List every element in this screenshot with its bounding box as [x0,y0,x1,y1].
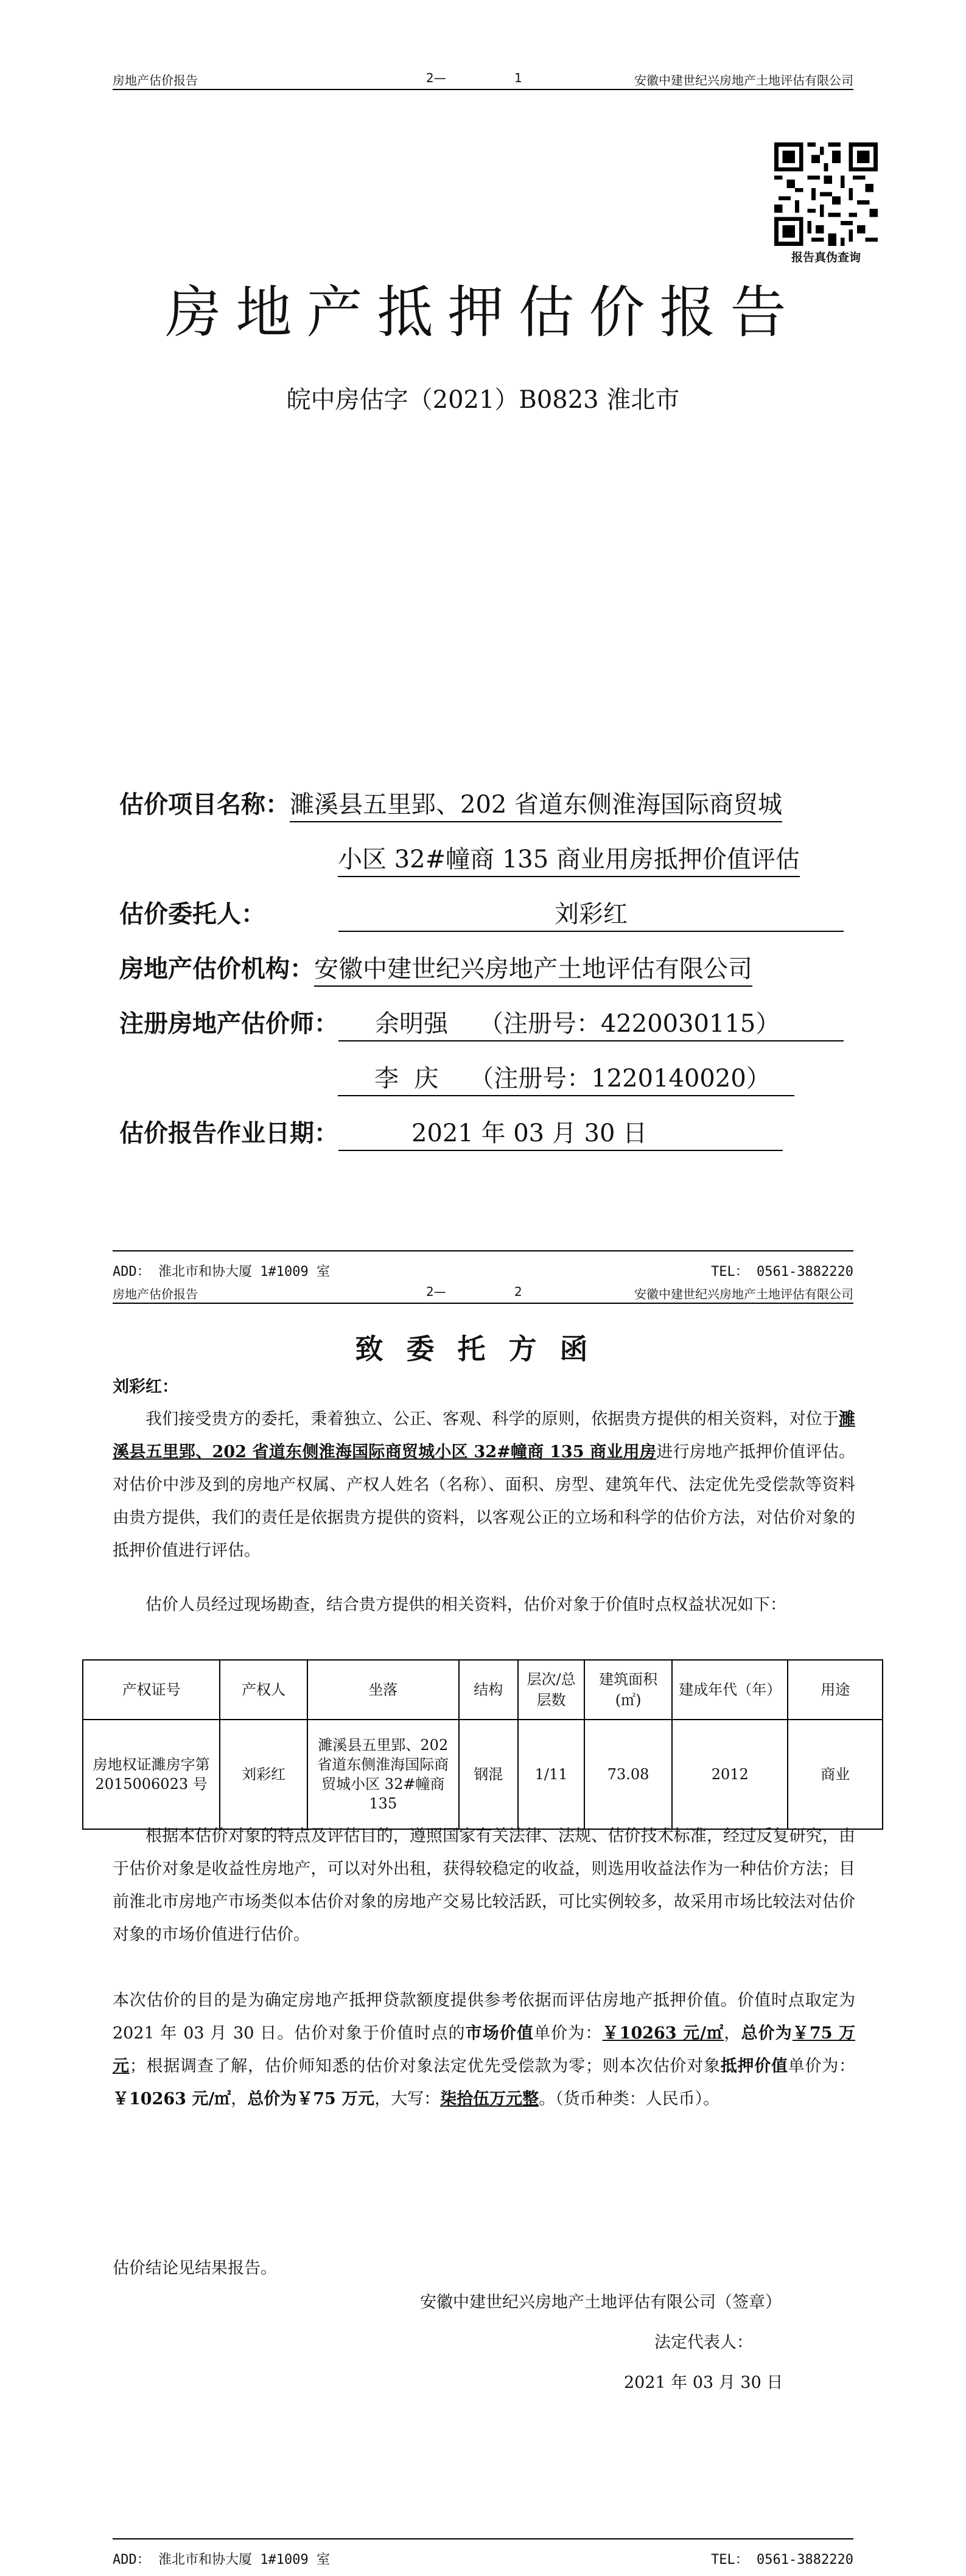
property-table [82,1659,883,1830]
td-year: 2012 [672,1720,788,1829]
th-area: 建筑面积(㎡) [584,1660,672,1720]
p4-j: 单价为： [788,2057,856,2076]
header-left: 房地产估价报告 [113,73,198,88]
page-header [113,68,853,90]
th-owner: 产权人 [220,1660,307,1720]
header-right: 安徽中建世纪兴房地产土地评估有限公司 [634,73,853,88]
footer-tel: TEL： 0561-3882220 [711,1264,853,1279]
letter-title: 致委托方函 [355,1332,611,1365]
sign-date: 2021 年 03 月 30 日 [624,2373,783,2392]
date-value: 2021 年 03 月 30 日 [338,1114,783,1151]
p4-mortgage-total: ￥75 万元 [296,2090,375,2109]
p4-q: 。（货币种类：人民币）。 [539,2090,720,2109]
header-page-number: 1 [514,71,522,85]
qr-caption: 报告真伪查询 [791,251,861,264]
td-floor: 1/11 [518,1720,584,1829]
th-year: 建成年代（年） [672,1660,788,1720]
p4-capital-amount: 柒拾伍万元整 [440,2090,539,2109]
report-number: 皖中房估字（2021）B0823 淮北市 [286,386,680,414]
p4-a: 本次估价的目的是为确定房地产抵押贷款额度提供参考依据而评估房地产抵押价值。价值时点取定为 2021 年 03 月 30 日。估价对象于价值时点的 [113,1991,855,2043]
p1-property: 濉溪县五里郢、202 省道东侧淮海国际商贸城小区 32#幢商 135 商业用房 [113,1410,855,1461]
letter-paragraph-4 [113,1984,855,2116]
header-left: 房地产估价报告 [113,1287,198,1301]
p4-e: ， [724,2024,741,2043]
appraiser-label: 注册房地产估价师： [119,1009,338,1038]
td-cert: 房地权证濉房字第 2015006023 号 [83,1720,220,1829]
appraiser-row [119,1004,844,1041]
th-floor: 层次/总层数 [518,1660,584,1720]
header-right: 安徽中建世纪兴房地产土地评估有限公司 [634,1287,853,1301]
p4-unit-price: ￥10263 元/㎡ [602,2024,724,2043]
project-row [119,785,782,822]
p4-c: 单价为： [534,2024,603,2043]
letter-paragraph-5: 估价结论见结果报告。 [113,2259,277,2278]
p4-total-price: ￥75 万元 [113,2024,856,2076]
header-page-number: 2 [514,1284,522,1299]
footer-address: ADD： 淮北市和协大厦 1#1009 室 [113,2552,330,2567]
date-row [119,1114,783,1151]
agency-value: 安徽中建世纪兴房地产土地评估有限公司 [314,950,752,987]
client-label: 估价委托人： [119,900,265,928]
appraiser-1: 余明强 （注册号：4220030115） [338,1004,844,1041]
client-value: 刘彩红 [338,895,844,932]
th-cert: 产权证号 [83,1660,220,1720]
letter-paragraph-2: 估价人员经过现场勘查，结合贵方提供的相关资料，估价对象于价值时点权益状况如下： [145,1595,786,1614]
td-structure: 钢混 [459,1720,519,1829]
sign-representative: 法定代表人： [654,2333,753,2352]
letter-salutation: 刘彩红： [113,1377,178,1396]
p4-total-label: 总价为 [741,2024,793,2043]
td-area: 73.08 [584,1720,672,1829]
project-row-2 [338,840,800,877]
project-line-1: 濉溪县五里郢、202 省道东侧淮海国际商贸城 [290,785,782,822]
project-label: 估价项目名称： [119,790,290,819]
footer-tel: TEL： 0561-3882220 [711,2552,853,2567]
footer-address: ADD： 淮北市和协大厦 1#1009 室 [113,1264,330,1279]
p4-mortgage-total-label: 总价为 [247,2090,297,2109]
letter-paragraph-1 [113,1403,855,1567]
agency-label: 房地产估价机构： [119,954,314,983]
table-header-row [83,1660,883,1720]
td-owner: 刘彩红 [220,1720,307,1829]
appraiser-row-2 [338,1059,794,1096]
p1-intro: 我们接受贵方的委托，秉着独立、公正、客观、科学的原则，依据贵方提供的相关资料，对位于 [145,1410,839,1429]
p4-market-value: 市场价值 [465,2024,534,2043]
p4-mortgage-value: 抵押价值 [720,2057,788,2076]
project-line-2: 小区 32#幢商 135 商业用房抵押价值评估 [338,840,800,877]
report-title: 房地产抵押估价报告 [165,280,801,345]
td-use: 商业 [788,1720,883,1829]
th-location: 坐落 [307,1660,458,1720]
p4-mortgage-unit: ￥10263 元/㎡ [113,2090,231,2109]
page-header [113,1282,853,1304]
agency-row [119,950,752,987]
sign-company: 安徽中建世纪兴房地产土地评估有限公司（签章） [420,2293,782,2312]
qr-code-icon[interactable] [774,142,878,246]
table-row [83,1720,883,1829]
header-page-prefix: 2— [426,1284,446,1299]
th-structure: 结构 [459,1660,519,1720]
date-label: 估价报告作业日期： [119,1119,338,1147]
letter-paragraph-3: 根据本估价对象的特点及评估目的，遵照国家有关法律、法规、估价技术标准，经过反复研究，由于估价对象是收益性房地产，可以对外出租，获得较稳定的收益，则选用收益法作为一种估价方法；目前淮北市房地产市场类似本估价对象的房地产交易比较活跃，可比实例较多，故采用市场比较法对估价对象的市场价值进行估价。 [113,1827,855,1944]
appraiser-2: 李 庆 （注册号：1220140020） [338,1059,794,1096]
client-row [119,895,844,932]
header-page-prefix: 2— [426,71,446,85]
th-use: 用途 [788,1660,883,1720]
p4-h: ；根据调查了解，估价师知悉的估价对象法定优先受偿款为零；则本次估价对象 [129,2057,721,2076]
page-footer [113,1250,853,1279]
p1-rest: 进行房地产抵押价值评估。对估价中涉及到的房地产权属、产权人姓名（名称）、面积、房型、建筑年代、法定优先受偿款等资料由贵方提供，我们的责任是依据贵方提供的资料，以客观公正的立场和科学的估价方法，对估价对象的抵押价值进行评估。 [113,1443,856,1560]
p4-l: ， [231,2090,248,2109]
p4-o: ，大写： [374,2090,441,2109]
page-footer [113,2538,853,2567]
td-location: 濉溪县五里郢、202 省道东侧淮海国际商贸城小区 32#幢商 135 [307,1720,458,1829]
